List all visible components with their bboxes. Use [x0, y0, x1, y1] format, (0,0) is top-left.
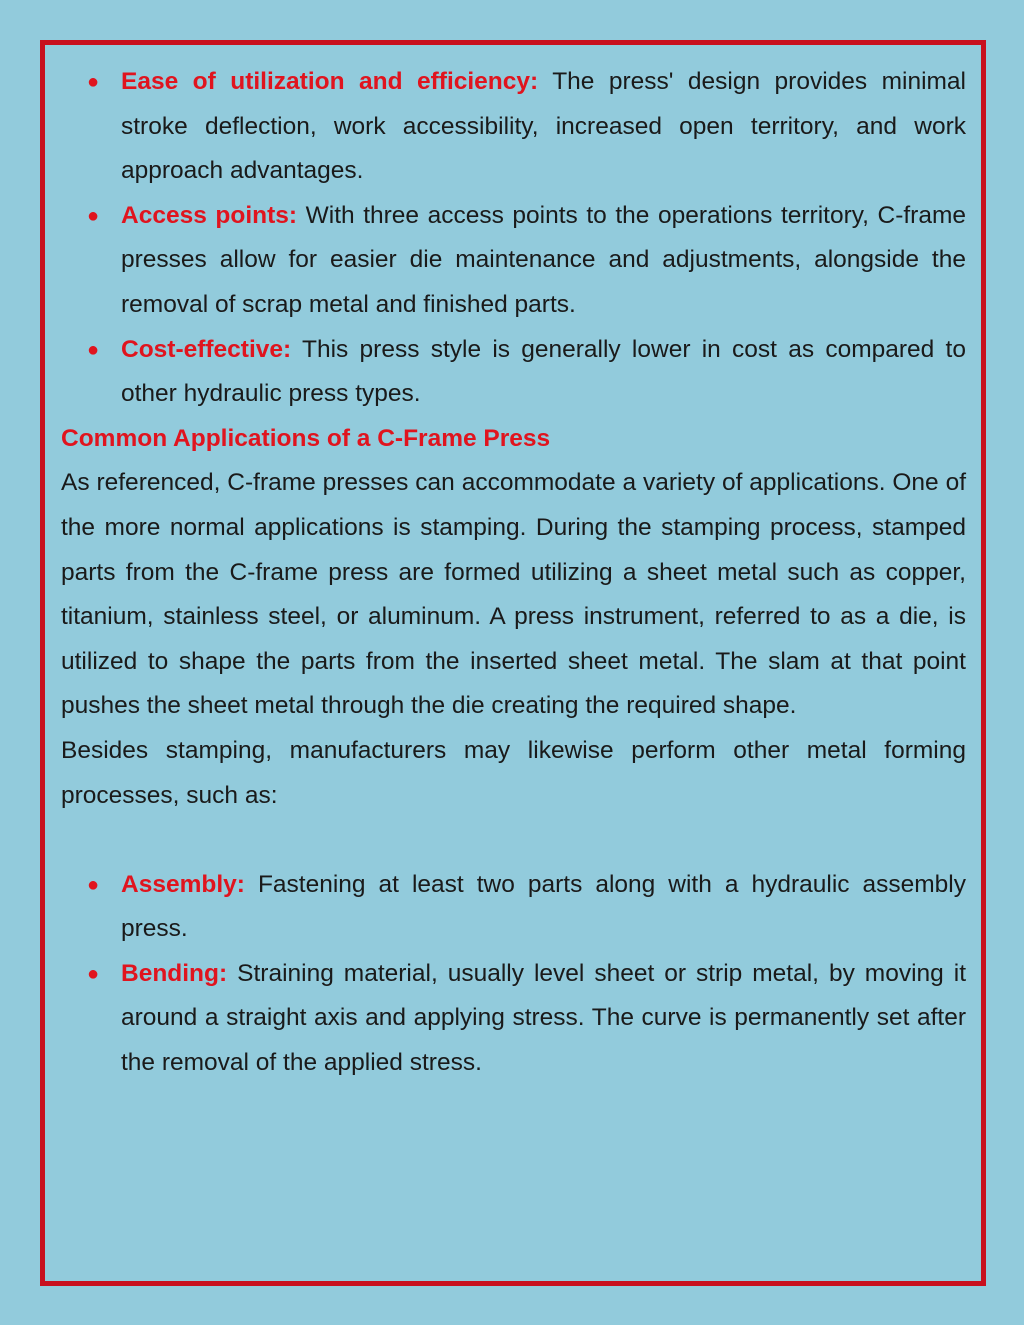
section-heading: Common Applications of a C-Frame Press	[61, 424, 551, 452]
bullet-icon: ●	[87, 204, 100, 227]
page-border-frame	[40, 40, 986, 1286]
list-item-text: Straining material, usually level sheet or strip metal, by moving it around a straight axis and applying stress. The curve is permanently set after the removal of the applied stress.	[121, 959, 967, 1077]
list-item	[87, 60, 966, 194]
body-paragraph: Besides stamping, manufacturers may likewise perform other metal forming processes, such as:	[61, 736, 966, 809]
list-item-text: Fastening at least two parts along with a hydraulic assembly press.	[121, 870, 966, 943]
list-item-term: Cost-effective:	[121, 335, 292, 363]
list-item	[87, 863, 966, 952]
list-item	[87, 194, 967, 328]
bullet-icon: ●	[87, 962, 100, 985]
blank-line	[61, 818, 966, 863]
bullet-icon: ●	[87, 71, 100, 93]
body-paragraph: As referenced, C-frame presses can accommodate a variety of applications. One of the more normal applications is stamping. During the stamping process, stamped parts from the C-frame press are formed utilizing a sheet metal such as copper, titanium, stainless steel, or aluminum. A press instrument, referred to as a die, is utilized to shape the parts from the inserted sheet metal. The slam at that point pushes the sheet metal through the die creating the required shape.	[61, 469, 966, 720]
list-item-text: The press' design provides minimal stroke deflection, work accessibility, increased open territory, and work approach advantages.	[121, 68, 966, 185]
list-item	[87, 328, 966, 417]
benefits-list	[61, 60, 966, 417]
list-item-text: This press style is generally lower in cost as compared to other hydraulic press types.	[121, 335, 966, 408]
list-item-term: Assembly:	[121, 870, 245, 898]
list-item-term: Ease of utilization and efficiency:	[121, 68, 539, 95]
processes-list	[61, 863, 966, 1086]
list-item-term: Bending:	[121, 959, 228, 987]
document-content	[61, 60, 966, 1086]
list-item-text: With three access points to the operations territory, C-frame presses allow for easier die maintenance and adjustments, alongside the removal of scrap metal and finished parts.	[121, 201, 967, 318]
bullet-icon: ●	[87, 873, 100, 896]
list-item-term: Access points:	[121, 201, 298, 229]
list-item	[87, 952, 967, 1086]
bullet-icon: ●	[87, 338, 100, 361]
